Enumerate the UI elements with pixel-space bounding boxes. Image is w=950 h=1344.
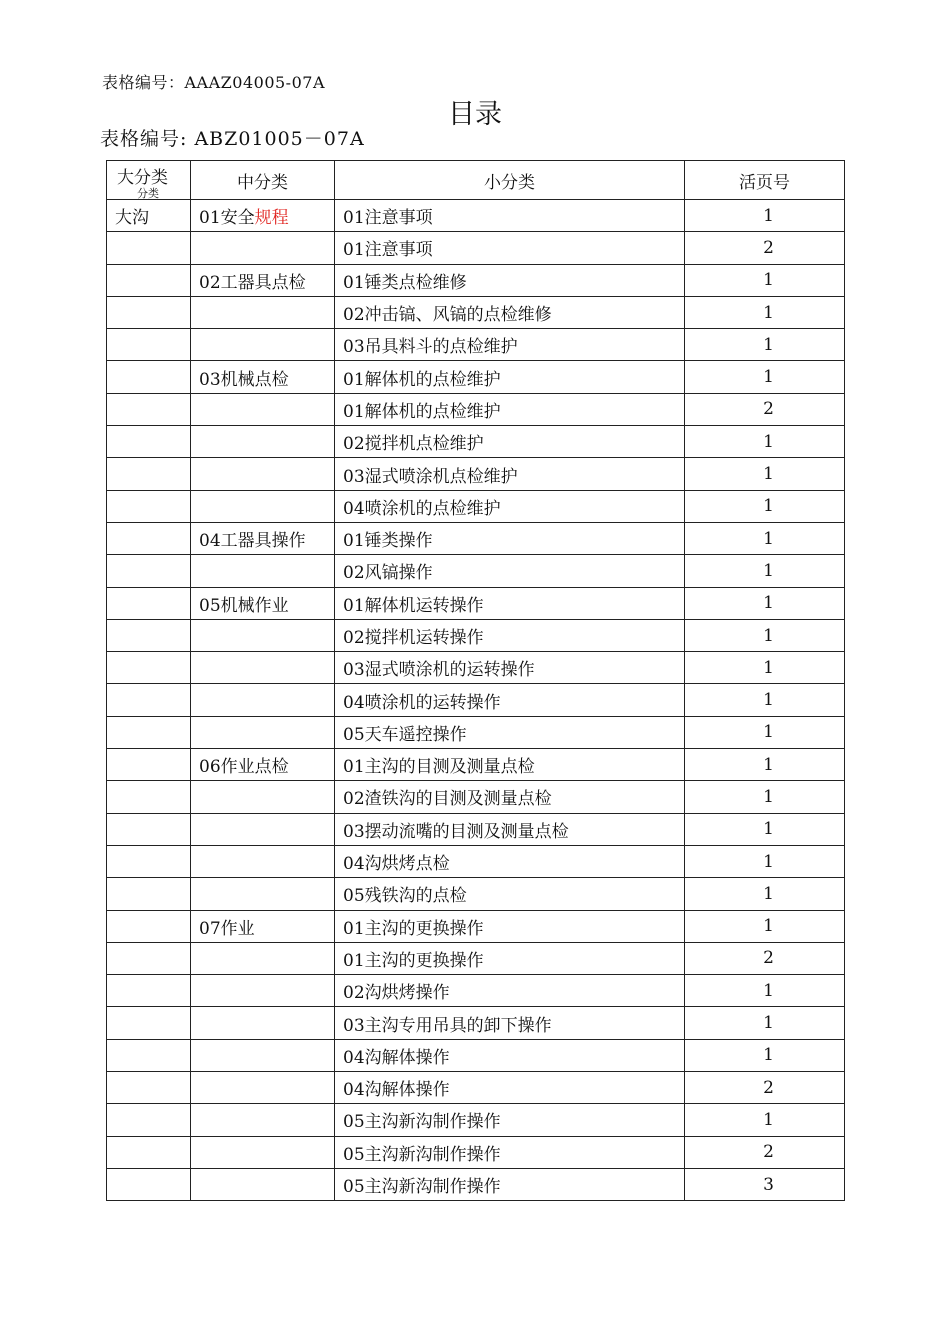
- cell-page-number: 1: [685, 813, 845, 845]
- cell-middle: [191, 619, 335, 651]
- cell-major: [107, 975, 191, 1007]
- table-row: [107, 296, 845, 328]
- cell-middle-text: 06作业点检: [199, 757, 289, 778]
- cell-page-number: 1: [685, 1007, 845, 1039]
- cell-minor: 01主沟的目测及测量点检: [335, 749, 685, 781]
- cell-major: [107, 910, 191, 942]
- cell-minor: 05残铁沟的点检: [335, 878, 685, 910]
- table-row: [107, 490, 845, 522]
- table-row: [107, 587, 845, 619]
- cell-major: [107, 522, 191, 554]
- toc-table: [106, 160, 845, 1201]
- table-row: [107, 652, 845, 684]
- header-major-category: [107, 161, 191, 200]
- cell-minor: 01注意事项: [335, 232, 685, 264]
- cell-middle: [191, 200, 335, 232]
- cell-middle: [191, 684, 335, 716]
- cell-major: [107, 749, 191, 781]
- cell-minor: 01解体机的点检维护: [335, 361, 685, 393]
- cell-middle-text: 02工器具点检: [199, 272, 306, 293]
- cell-minor: 03摆动流嘴的目测及测量点检: [335, 813, 685, 845]
- cell-middle-highlight: 规程: [254, 208, 289, 229]
- cell-minor: 04沟解体操作: [335, 1039, 685, 1071]
- cell-minor: 04沟烘烤点检: [335, 845, 685, 877]
- cell-middle: [191, 393, 335, 425]
- cell-middle: [191, 490, 335, 522]
- cell-page-number: 2: [685, 1136, 845, 1168]
- cell-middle: [191, 522, 335, 554]
- table-row: [107, 716, 845, 748]
- cell-middle: [191, 1072, 335, 1104]
- cell-page-number: 2: [685, 1072, 845, 1104]
- cell-middle: [191, 1168, 335, 1200]
- table-row: [107, 619, 845, 651]
- cell-major: [107, 1007, 191, 1039]
- table-row: [107, 975, 845, 1007]
- cell-major: [107, 587, 191, 619]
- cell-middle: [191, 264, 335, 296]
- cell-middle: [191, 813, 335, 845]
- cell-major: [107, 232, 191, 264]
- cell-middle: [191, 878, 335, 910]
- cell-minor: 05主沟新沟制作操作: [335, 1104, 685, 1136]
- table-row: [107, 1104, 845, 1136]
- cell-major: [107, 426, 191, 458]
- cell-minor: 02风镐操作: [335, 555, 685, 587]
- cell-minor: 01解体机运转操作: [335, 587, 685, 619]
- cell-page-number: 1: [685, 975, 845, 1007]
- cell-middle: [191, 426, 335, 458]
- cell-minor: 01主沟的更换操作: [335, 910, 685, 942]
- table-row: [107, 1168, 845, 1200]
- cell-major: [107, 942, 191, 974]
- cell-page-number: 1: [685, 684, 845, 716]
- cell-middle: [191, 910, 335, 942]
- cell-major: [107, 458, 191, 490]
- cell-major: [107, 1072, 191, 1104]
- cell-minor: 01解体机的点检维护: [335, 393, 685, 425]
- table-row: [107, 910, 845, 942]
- cell-minor: 03吊具料斗的点检维护: [335, 329, 685, 361]
- table-row: [107, 555, 845, 587]
- cell-minor: 04喷涂机的点检维护: [335, 490, 685, 522]
- cell-middle: [191, 845, 335, 877]
- table-row: [107, 522, 845, 554]
- cell-middle: [191, 1136, 335, 1168]
- cell-page-number: 1: [685, 749, 845, 781]
- cell-page-number: 1: [685, 619, 845, 651]
- table-row: [107, 1007, 845, 1039]
- header-page-number: 活页号: [685, 161, 845, 200]
- cell-middle: [191, 361, 335, 393]
- table-row: [107, 1039, 845, 1071]
- cell-minor: 01主沟的更换操作: [335, 942, 685, 974]
- table-row: [107, 426, 845, 458]
- document-title: 目录: [448, 99, 502, 130]
- table-header-row: [107, 161, 845, 200]
- cell-middle: [191, 329, 335, 361]
- cell-major: [107, 1168, 191, 1200]
- cell-major: [107, 361, 191, 393]
- cell-page-number: 2: [685, 393, 845, 425]
- table-row: [107, 942, 845, 974]
- cell-major: [107, 329, 191, 361]
- cell-page-number: 1: [685, 555, 845, 587]
- cell-major: 大沟: [107, 200, 191, 232]
- form-number-top: 表格编号：AAAZ04005-07A: [102, 73, 326, 92]
- cell-major: [107, 619, 191, 651]
- cell-major: [107, 813, 191, 845]
- table-row: [107, 264, 845, 296]
- cell-page-number: 1: [685, 716, 845, 748]
- cell-page-number: 1: [685, 878, 845, 910]
- cell-page-number: 1: [685, 1104, 845, 1136]
- form-number-main: 表格编号: ABZ01005－07A: [100, 128, 365, 150]
- cell-major: [107, 652, 191, 684]
- cell-minor: 01锤类点检维修: [335, 264, 685, 296]
- cell-major: [107, 555, 191, 587]
- table-row: [107, 1136, 845, 1168]
- cell-major: [107, 490, 191, 522]
- table-row: [107, 232, 845, 264]
- cell-middle: [191, 975, 335, 1007]
- table-row: [107, 813, 845, 845]
- cell-page-number: 1: [685, 329, 845, 361]
- cell-page-number: 1: [685, 361, 845, 393]
- cell-major: [107, 781, 191, 813]
- cell-major: [107, 716, 191, 748]
- cell-page-number: 1: [685, 652, 845, 684]
- cell-page-number: 2: [685, 232, 845, 264]
- cell-major: [107, 1136, 191, 1168]
- cell-page-number: 3: [685, 1168, 845, 1200]
- header-major-main: 大分类: [117, 168, 168, 188]
- cell-middle: [191, 716, 335, 748]
- cell-minor: 04喷涂机的运转操作: [335, 684, 685, 716]
- cell-middle: [191, 781, 335, 813]
- table-row: [107, 845, 845, 877]
- table-row: [107, 781, 845, 813]
- cell-major: [107, 1039, 191, 1071]
- cell-middle: [191, 587, 335, 619]
- cell-page-number: 1: [685, 490, 845, 522]
- cell-middle: [191, 942, 335, 974]
- header-major-sub: 分类: [137, 187, 159, 200]
- table-row: [107, 393, 845, 425]
- cell-minor: 01注意事项: [335, 200, 685, 232]
- cell-page-number: 1: [685, 845, 845, 877]
- cell-middle-text: 04工器具操作: [199, 531, 306, 552]
- cell-minor: 05主沟新沟制作操作: [335, 1168, 685, 1200]
- cell-middle: [191, 1104, 335, 1136]
- cell-minor: 04沟解体操作: [335, 1072, 685, 1104]
- cell-major: [107, 296, 191, 328]
- cell-minor: 02搅拌机运转操作: [335, 619, 685, 651]
- toc-body: [107, 200, 845, 1201]
- cell-page-number: 1: [685, 200, 845, 232]
- cell-minor: 05天车遥控操作: [335, 716, 685, 748]
- header-middle-category: 中分类: [191, 161, 335, 200]
- cell-middle-text: 01安全: [199, 208, 255, 229]
- cell-page-number: 1: [685, 781, 845, 813]
- cell-page-number: 1: [685, 264, 845, 296]
- cell-minor: 02渣铁沟的目测及测量点检: [335, 781, 685, 813]
- cell-minor: 01锤类操作: [335, 522, 685, 554]
- cell-major: [107, 393, 191, 425]
- cell-major: [107, 1104, 191, 1136]
- cell-middle: [191, 296, 335, 328]
- cell-minor: 02沟烘烤操作: [335, 975, 685, 1007]
- cell-page-number: 1: [685, 587, 845, 619]
- table-row: [107, 749, 845, 781]
- cell-middle: [191, 749, 335, 781]
- cell-page-number: 2: [685, 942, 845, 974]
- cell-middle: [191, 1007, 335, 1039]
- cell-middle: [191, 232, 335, 264]
- table-row: [107, 329, 845, 361]
- cell-minor: 03湿式喷涂机的运转操作: [335, 652, 685, 684]
- table-row: [107, 361, 845, 393]
- cell-major: [107, 684, 191, 716]
- cell-major: [107, 845, 191, 877]
- table-row: [107, 200, 845, 232]
- cell-middle: [191, 458, 335, 490]
- cell-middle-text: 03机械点检: [199, 369, 289, 390]
- cell-minor: 02搅拌机点检维护: [335, 426, 685, 458]
- cell-middle-text: 05机械作业: [199, 595, 289, 616]
- table-row: [107, 458, 845, 490]
- cell-major: [107, 264, 191, 296]
- table-row: [107, 878, 845, 910]
- cell-middle: [191, 652, 335, 684]
- cell-page-number: 1: [685, 426, 845, 458]
- cell-major: [107, 878, 191, 910]
- cell-minor: 05主沟新沟制作操作: [335, 1136, 685, 1168]
- cell-minor: 03湿式喷涂机点检维护: [335, 458, 685, 490]
- cell-page-number: 1: [685, 1039, 845, 1071]
- cell-middle: [191, 555, 335, 587]
- table-row: [107, 1072, 845, 1104]
- table-row: [107, 684, 845, 716]
- cell-page-number: 1: [685, 296, 845, 328]
- header-minor-category: 小分类: [335, 161, 685, 200]
- cell-minor: 02冲击镐、风镐的点检维修: [335, 296, 685, 328]
- cell-middle: [191, 1039, 335, 1071]
- cell-middle-text: 07作业: [199, 918, 255, 939]
- cell-page-number: 1: [685, 522, 845, 554]
- cell-page-number: 1: [685, 458, 845, 490]
- cell-minor: 03主沟专用吊具的卸下操作: [335, 1007, 685, 1039]
- cell-page-number: 1: [685, 910, 845, 942]
